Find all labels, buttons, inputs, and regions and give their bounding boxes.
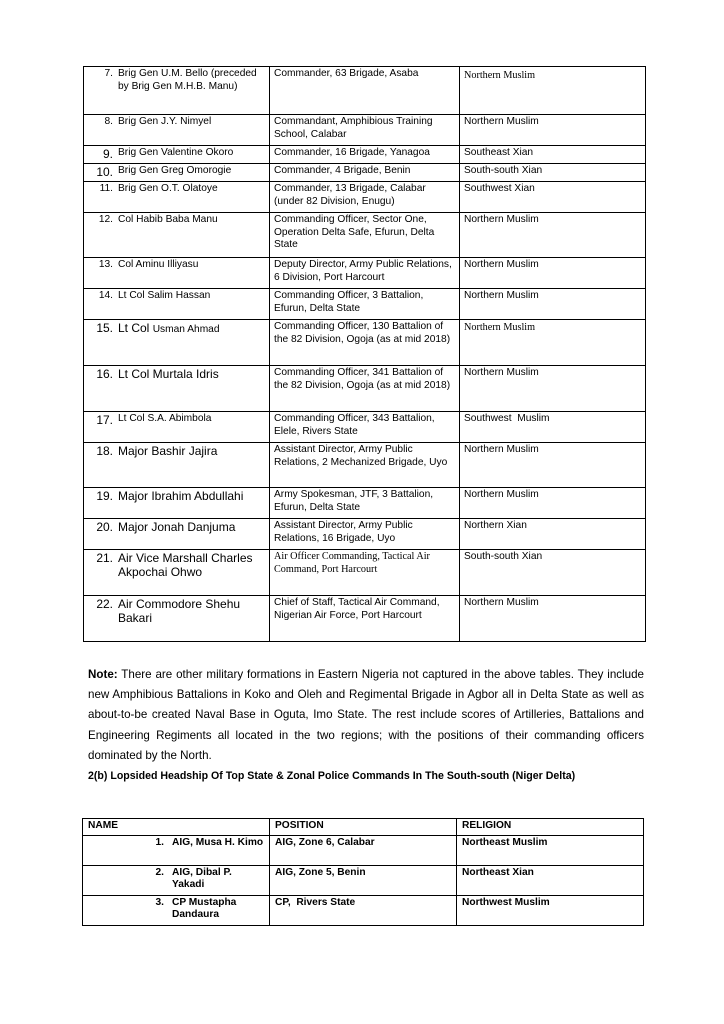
table-row — [84, 550, 646, 596]
officer-name: AIG, Musa H. Kimo — [172, 836, 264, 848]
religion-cell: Northeast Muslim — [457, 835, 644, 865]
table-row — [84, 412, 646, 443]
name-cell: 19. Major Ibrahim Abdullahi — [84, 488, 270, 519]
position-cell: Army Spokesman, JTF, 3 Battalion, Efurun, Delta State — [270, 488, 460, 519]
table-row — [84, 596, 646, 642]
region-cell: South-south Xian — [460, 164, 646, 182]
position-cell: AIG, Zone 5, Benin — [270, 865, 457, 895]
name-cell: 12. Col Habib Baba Manu — [84, 213, 270, 258]
table-row — [84, 289, 646, 320]
name-cell: 21. Air Vice Marshall Charles Akpochai Ohwo — [84, 550, 270, 596]
table-row — [84, 488, 646, 519]
name-cell: 14. Lt Col Salim Hassan — [84, 289, 270, 320]
officer-name: AIG, Dibal P. Yakadi — [172, 866, 232, 891]
position-cell: CP, Rivers State — [270, 895, 457, 925]
table-row — [83, 835, 644, 865]
name-cell: 13. Col Aminu Illiyasu — [84, 258, 270, 289]
officer-name: Brig Gen O.T. Olatoye — [118, 183, 218, 194]
position-cell: Commanding Officer, 343 Battalion, Elele, Rivers State — [270, 412, 460, 443]
table-row — [84, 519, 646, 550]
name-cell: 9. Brig Gen Valentine Okoro — [84, 146, 270, 164]
table-row — [83, 895, 644, 925]
region-cell: Northern Muslim — [460, 115, 646, 146]
table-row — [84, 213, 646, 258]
officer-name: Air Vice Marshall Charles Akpochai Ohwo — [118, 551, 253, 579]
officer-name: Lt Col Salim Hassan — [118, 290, 211, 301]
region-cell: Northern Muslim — [460, 488, 646, 519]
table-header-row — [83, 819, 644, 836]
region-cell: Southeast Xian — [460, 146, 646, 164]
position-cell: Commander, 16 Brigade, Yanagoa — [270, 146, 460, 164]
region-cell: Southwest Xian — [460, 182, 646, 213]
position-cell: Commanding Officer, Sector One, Operation Delta Safe, Efurun, Delta State — [270, 213, 460, 258]
region-cell: South-south Xian — [460, 550, 646, 596]
officer-name: Major Jonah Danjuma — [118, 520, 236, 534]
officer-name: Lt Col Murtala Idris — [118, 367, 219, 381]
region-cell: Northern Muslim — [460, 443, 646, 488]
officer-name: Lt Col S.A. Abimbola — [118, 413, 212, 424]
header-religion: RELIGION — [457, 819, 644, 836]
religion-cell: Northeast Xian — [457, 865, 644, 895]
region-cell: Northern Muslim — [460, 67, 646, 115]
position-cell: Commander, 13 Brigade, Calabar (under 82 Division, Enugu) — [270, 182, 460, 213]
name-cell: 17. Lt Col S.A. Abimbola — [84, 412, 270, 443]
note-label: Note: — [88, 668, 118, 681]
name-cell: 1. AIG, Musa H. Kimo — [83, 835, 270, 865]
officer-name: Brig Gen Greg Omorogie — [118, 165, 232, 176]
position-cell: AIG, Zone 6, Calabar — [270, 835, 457, 865]
note-paragraph — [88, 665, 644, 766]
officer-name: Lt Col Usman Ahmad — [118, 321, 220, 335]
name-cell: 3. CP Mustapha Dandaura — [83, 895, 270, 925]
position-cell: Assistant Director, Army Public Relations, 16 Brigade, Uyo — [270, 519, 460, 550]
officers-table — [83, 66, 646, 642]
name-cell: 7. Brig Gen U.M. Bello (preceded by Brig Gen M.H.B. Manu) — [84, 67, 270, 115]
position-cell: Chief of Staff, Tactical Air Command, Nigerian Air Force, Port Harcourt — [270, 596, 460, 642]
name-cell: 15. Lt Col Usman Ahmad — [84, 320, 270, 366]
region-cell: Northern Muslim — [460, 213, 646, 258]
police-commands-table — [82, 818, 644, 926]
position-cell: Commanding Officer, 3 Battalion, Efurun, Delta State — [270, 289, 460, 320]
section-heading: 2(b) Lopsided Headship Of Top State & Zonal Police Commands In The South-south (Niger Delta) — [88, 770, 576, 782]
position-cell: Commander, 4 Brigade, Benin — [270, 164, 460, 182]
officer-name: Col Habib Baba Manu — [118, 214, 218, 225]
region-cell: Northern Xian — [460, 519, 646, 550]
region-cell: Northern Muslim — [460, 289, 646, 320]
header-name: NAME — [83, 819, 270, 836]
table-row — [84, 115, 646, 146]
officer-name: Major Bashir Jajira — [118, 444, 218, 458]
header-position: POSITION — [270, 819, 457, 836]
position-cell: Commanding Officer, 130 Battalion of the 82 Division, Ogoja (as at mid 2018) — [270, 320, 460, 366]
name-cell: 2. AIG, Dibal P. Yakadi — [83, 865, 270, 895]
name-cell: 20. Major Jonah Danjuma — [84, 519, 270, 550]
name-cell: 11. Brig Gen O.T. Olatoye — [84, 182, 270, 213]
position-cell: Commanding Officer, 341 Battalion of the 82 Division, Ogoja (as at mid 2018) — [270, 366, 460, 412]
position-cell: Air Officer Commanding, Tactical Air Command, Port Harcourt — [270, 550, 460, 596]
region-cell: Northern Muslim — [460, 366, 646, 412]
region-cell: Northern Muslim — [460, 596, 646, 642]
table-row — [84, 320, 646, 366]
religion-cell: Northwest Muslim — [457, 895, 644, 925]
name-cell: 16. Lt Col Murtala Idris — [84, 366, 270, 412]
region-cell: Northern Muslim — [460, 320, 646, 366]
position-cell: Deputy Director, Army Public Relations, 6 Division, Port Harcourt — [270, 258, 460, 289]
name-cell: 10. Brig Gen Greg Omorogie — [84, 164, 270, 182]
officer-name: Major Ibrahim Abdullahi — [118, 489, 244, 503]
table-row — [84, 366, 646, 412]
note-text: There are other military formations in Eastern Nigeria not captured in the above tables. They include new Amphibious Battalions in Koko and Oleh and Regimental Brigade in Agbor all in Delta State as well as about-to-be created Naval Base in Oguta, Imo State. The rest include scores of Artilleries, Battalions and Engineering Regiments all located in the two regions; with the positions of their commanding officers dominated by the North. — [88, 668, 644, 762]
officer-name: CP Mustapha Dandaura — [172, 896, 237, 921]
officer-name: Brig Gen Valentine Okoro — [118, 147, 234, 158]
table-row — [84, 164, 646, 182]
table-row — [84, 146, 646, 164]
region-cell: Northern Muslim — [460, 258, 646, 289]
officer-name: Brig Gen J.Y. Nimyel — [118, 116, 212, 127]
table-row — [84, 67, 646, 115]
table-row — [84, 443, 646, 488]
position-cell: Assistant Director, Army Public Relations, 2 Mechanized Brigade, Uyo — [270, 443, 460, 488]
name-cell: 8. Brig Gen J.Y. Nimyel — [84, 115, 270, 146]
name-cell: 18. Major Bashir Jajira — [84, 443, 270, 488]
table-row — [84, 258, 646, 289]
officer-name: Col Aminu Illiyasu — [118, 259, 199, 270]
table-row — [83, 865, 644, 895]
officer-name: Brig Gen U.M. Bello (preceded by Brig Gen M.H.B. Manu) — [118, 68, 257, 92]
table-row — [84, 182, 646, 213]
region-cell: Southwest Muslim — [460, 412, 646, 443]
position-cell: Commandant, Amphibious Training School, Calabar — [270, 115, 460, 146]
name-cell: 22. Air Commodore Shehu Bakari — [84, 596, 270, 642]
officer-name: Air Commodore Shehu Bakari — [118, 597, 241, 625]
position-cell: Commander, 63 Brigade, Asaba — [270, 67, 460, 115]
